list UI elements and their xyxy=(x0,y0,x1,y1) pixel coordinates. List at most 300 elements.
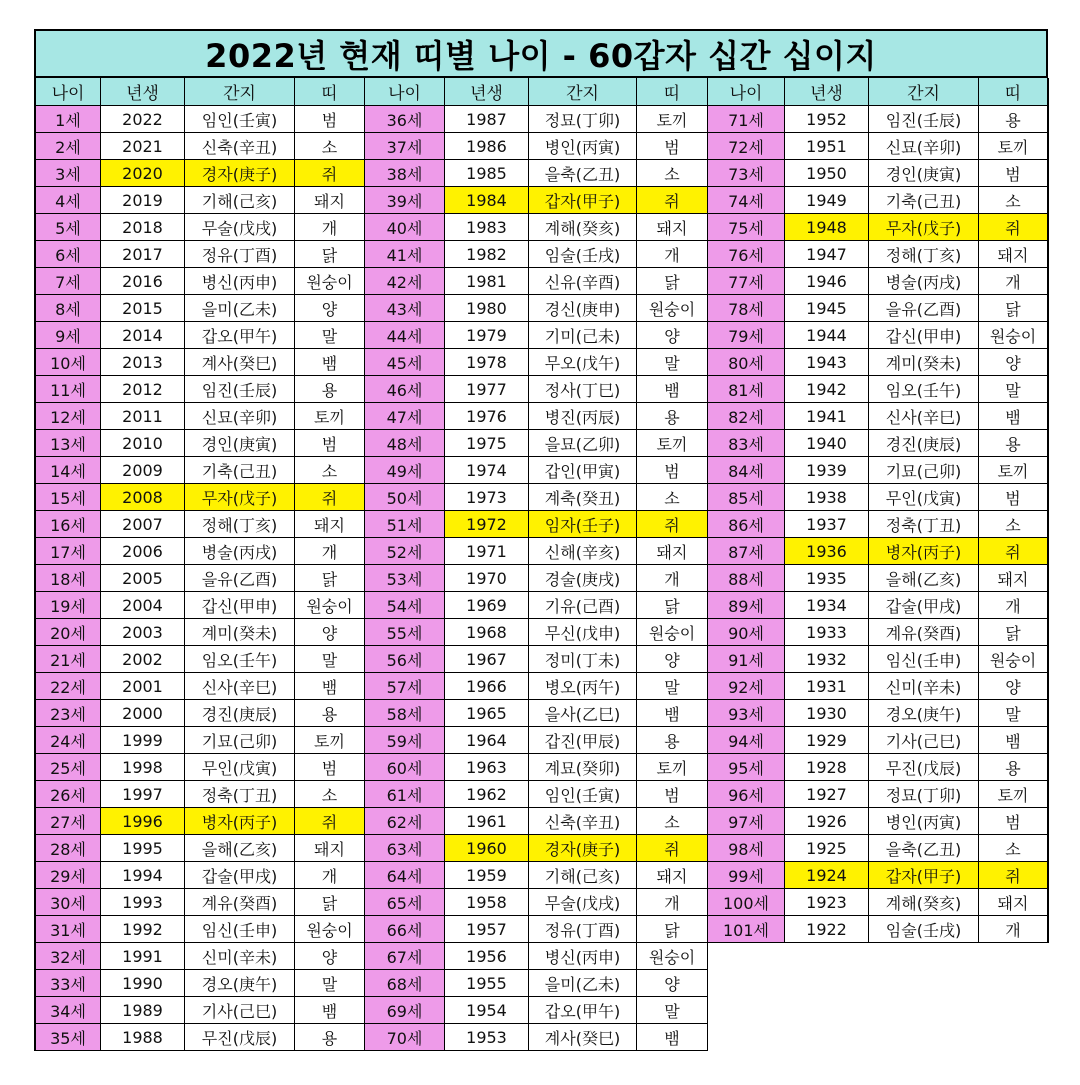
cell-ganji: 계축(癸丑) xyxy=(529,484,637,511)
cell-zodiac: 뱀 xyxy=(295,349,365,376)
cell-ganji: 정축(丁丑) xyxy=(185,781,295,808)
cell-age: 72세 xyxy=(708,133,785,160)
cell-zodiac: 뱀 xyxy=(979,403,1049,430)
cell-ganji: 임인(壬寅) xyxy=(185,106,295,133)
cell-ganji: 갑오(甲午) xyxy=(529,997,637,1024)
cell-zodiac: 용 xyxy=(295,700,365,727)
cell-zodiac: 토끼 xyxy=(979,133,1049,160)
cell-ganji: 정사(丁巳) xyxy=(529,376,637,403)
cell-zodiac: 양 xyxy=(979,349,1049,376)
cell-age: 11세 xyxy=(34,376,101,403)
cell-age: 68세 xyxy=(365,970,445,997)
cell-zodiac: 쥐 xyxy=(637,511,708,538)
cell-zodiac: 닭 xyxy=(295,565,365,592)
cell-birth-year: 1944 xyxy=(785,322,869,349)
cell-birth-year: 2013 xyxy=(101,349,185,376)
header-age: 나이 xyxy=(708,78,785,106)
cell-ganji: 신묘(辛卯) xyxy=(869,133,979,160)
cell-age: 9세 xyxy=(34,322,101,349)
cell-birth-year: 2008 xyxy=(101,484,185,511)
cell-birth-year: 1975 xyxy=(445,430,529,457)
cell-ganji: 무신(戊申) xyxy=(529,619,637,646)
cell-birth-year: 1956 xyxy=(445,943,529,970)
cell-birth-year: 1942 xyxy=(785,376,869,403)
cell-birth-year: 2005 xyxy=(101,565,185,592)
cell-zodiac: 닭 xyxy=(295,889,365,916)
cell-age: 97세 xyxy=(708,808,785,835)
cell-zodiac: 소 xyxy=(979,187,1049,214)
cell-ganji: 정해(丁亥) xyxy=(185,511,295,538)
cell-ganji: 정유(丁酉) xyxy=(529,916,637,943)
cell-age: 90세 xyxy=(708,619,785,646)
cell-birth-year: 1926 xyxy=(785,808,869,835)
cell-ganji: 경술(庚戌) xyxy=(529,565,637,592)
cell-zodiac: 뱀 xyxy=(295,997,365,1024)
cell-age: 37세 xyxy=(365,133,445,160)
header-birth-year: 년생 xyxy=(101,78,185,106)
cell-ganji: 임진(壬辰) xyxy=(869,106,979,133)
cell-birth-year: 1963 xyxy=(445,754,529,781)
cell-age: 52세 xyxy=(365,538,445,565)
cell-birth-year: 1927 xyxy=(785,781,869,808)
cell-birth-year: 1990 xyxy=(101,970,185,997)
cell-ganji: 기해(己亥) xyxy=(185,187,295,214)
cell-ganji: 무자(戊子) xyxy=(185,484,295,511)
cell-age: 16세 xyxy=(34,511,101,538)
cell-ganji: 갑진(甲辰) xyxy=(529,727,637,754)
cell-ganji: 기묘(己卯) xyxy=(869,457,979,484)
cell-birth-year: 1950 xyxy=(785,160,869,187)
cell-birth-year: 1925 xyxy=(785,835,869,862)
header-age: 나이 xyxy=(365,78,445,106)
cell-ganji: 계사(癸巳) xyxy=(529,1024,637,1051)
cell-zodiac: 토끼 xyxy=(637,106,708,133)
cell-birth-year: 2003 xyxy=(101,619,185,646)
cell-ganji: 경진(庚辰) xyxy=(869,430,979,457)
cell-age: 41세 xyxy=(365,241,445,268)
cell-zodiac: 용 xyxy=(979,106,1049,133)
cell-zodiac: 닭 xyxy=(295,241,365,268)
cell-zodiac: 개 xyxy=(295,538,365,565)
cell-birth-year: 1957 xyxy=(445,916,529,943)
header-ganji: 간지 xyxy=(529,78,637,106)
cell-ganji: 병신(丙申) xyxy=(185,268,295,295)
cell-birth-year: 2009 xyxy=(101,457,185,484)
cell-age: 74세 xyxy=(708,187,785,214)
cell-birth-year: 1955 xyxy=(445,970,529,997)
cell-ganji: 갑술(甲戌) xyxy=(185,862,295,889)
cell-age: 48세 xyxy=(365,430,445,457)
cell-birth-year: 2021 xyxy=(101,133,185,160)
cell-ganji: 을사(乙巳) xyxy=(529,700,637,727)
cell-age: 44세 xyxy=(365,322,445,349)
cell-ganji: 신미(辛未) xyxy=(185,943,295,970)
cell-ganji: 계유(癸酉) xyxy=(185,889,295,916)
cell-ganji: 임오(壬午) xyxy=(185,646,295,673)
cell-ganji: 병오(丙午) xyxy=(529,673,637,700)
cell-ganji: 신축(辛丑) xyxy=(529,808,637,835)
cell-age: 69세 xyxy=(365,997,445,1024)
cell-birth-year: 1962 xyxy=(445,781,529,808)
cell-birth-year: 1989 xyxy=(101,997,185,1024)
cell-ganji: 계묘(癸卯) xyxy=(529,754,637,781)
cell-birth-year: 1995 xyxy=(101,835,185,862)
cell-zodiac: 범 xyxy=(979,484,1049,511)
cell-zodiac: 토끼 xyxy=(295,727,365,754)
cell-ganji: 을유(乙酉) xyxy=(869,295,979,322)
cell-age: 73세 xyxy=(708,160,785,187)
cell-age: 89세 xyxy=(708,592,785,619)
cell-ganji: 무인(戊寅) xyxy=(869,484,979,511)
cell-birth-year: 1923 xyxy=(785,889,869,916)
header-zodiac: 띠 xyxy=(295,78,365,106)
cell-zodiac: 소 xyxy=(979,511,1049,538)
cell-zodiac: 개 xyxy=(979,268,1049,295)
cell-zodiac: 소 xyxy=(637,808,708,835)
cell-zodiac: 개 xyxy=(637,889,708,916)
cell-birth-year: 2004 xyxy=(101,592,185,619)
cell-zodiac: 범 xyxy=(637,457,708,484)
cell-birth-year: 1948 xyxy=(785,214,869,241)
cell-birth-year: 1951 xyxy=(785,133,869,160)
cell-birth-year: 1977 xyxy=(445,376,529,403)
cell-age: 47세 xyxy=(365,403,445,430)
cell-ganji: 갑신(甲申) xyxy=(869,322,979,349)
cell-ganji: 계사(癸巳) xyxy=(185,349,295,376)
cell-birth-year: 1985 xyxy=(445,160,529,187)
cell-age: 83세 xyxy=(708,430,785,457)
cell-birth-year: 2000 xyxy=(101,700,185,727)
cell-age: 28세 xyxy=(34,835,101,862)
cell-ganji: 정축(丁丑) xyxy=(869,511,979,538)
cell-zodiac: 원숭이 xyxy=(979,322,1049,349)
cell-age: 43세 xyxy=(365,295,445,322)
cell-zodiac: 쥐 xyxy=(295,484,365,511)
page-title: 2022년 현재 띠별 나이 - 60갑자 십간 십이지 xyxy=(34,29,1048,78)
cell-age: 39세 xyxy=(365,187,445,214)
cell-zodiac: 뱀 xyxy=(637,700,708,727)
cell-age: 25세 xyxy=(34,754,101,781)
cell-ganji: 무자(戊子) xyxy=(869,214,979,241)
cell-birth-year: 2010 xyxy=(101,430,185,457)
cell-birth-year: 1970 xyxy=(445,565,529,592)
cell-ganji: 신해(辛亥) xyxy=(529,538,637,565)
cell-zodiac: 소 xyxy=(637,160,708,187)
cell-zodiac: 범 xyxy=(979,160,1049,187)
cell-age: 82세 xyxy=(708,403,785,430)
cell-birth-year: 1980 xyxy=(445,295,529,322)
cell-birth-year: 1981 xyxy=(445,268,529,295)
cell-zodiac: 양 xyxy=(637,646,708,673)
cell-ganji: 정묘(丁卯) xyxy=(529,106,637,133)
cell-zodiac: 돼지 xyxy=(295,835,365,862)
cell-birth-year: 1973 xyxy=(445,484,529,511)
cell-birth-year: 1971 xyxy=(445,538,529,565)
header-ganji: 간지 xyxy=(185,78,295,106)
cell-age: 10세 xyxy=(34,349,101,376)
cell-birth-year: 1943 xyxy=(785,349,869,376)
cell-zodiac: 말 xyxy=(979,700,1049,727)
cell-birth-year: 2011 xyxy=(101,403,185,430)
cell-ganji: 계해(癸亥) xyxy=(529,214,637,241)
cell-ganji: 무오(戊午) xyxy=(529,349,637,376)
cell-birth-year: 2012 xyxy=(101,376,185,403)
cell-ganji: 을묘(乙卯) xyxy=(529,430,637,457)
cell-zodiac: 말 xyxy=(637,673,708,700)
cell-birth-year: 1983 xyxy=(445,214,529,241)
cell-age: 4세 xyxy=(34,187,101,214)
cell-zodiac: 개 xyxy=(637,565,708,592)
cell-zodiac: 소 xyxy=(979,835,1049,862)
cell-age: 3세 xyxy=(34,160,101,187)
cell-zodiac: 원숭이 xyxy=(295,592,365,619)
cell-age: 35세 xyxy=(34,1024,101,1051)
cell-zodiac: 범 xyxy=(979,808,1049,835)
cell-zodiac: 뱀 xyxy=(295,673,365,700)
cell-ganji: 신미(辛未) xyxy=(869,673,979,700)
cell-zodiac: 개 xyxy=(295,862,365,889)
cell-ganji: 경자(庚子) xyxy=(185,160,295,187)
cell-ganji: 임자(壬子) xyxy=(529,511,637,538)
cell-age: 54세 xyxy=(365,592,445,619)
cell-birth-year: 1965 xyxy=(445,700,529,727)
cell-zodiac: 돼지 xyxy=(979,241,1049,268)
cell-birth-year: 1934 xyxy=(785,592,869,619)
cell-zodiac: 말 xyxy=(295,646,365,673)
cell-ganji: 계미(癸未) xyxy=(185,619,295,646)
cell-zodiac: 말 xyxy=(295,970,365,997)
cell-age: 53세 xyxy=(365,565,445,592)
cell-birth-year: 1972 xyxy=(445,511,529,538)
cell-ganji: 기해(己亥) xyxy=(529,862,637,889)
cell-ganji: 신축(辛丑) xyxy=(185,133,295,160)
cell-birth-year: 1969 xyxy=(445,592,529,619)
cell-birth-year: 2016 xyxy=(101,268,185,295)
cell-age: 101세 xyxy=(708,916,785,943)
cell-age: 76세 xyxy=(708,241,785,268)
cell-age: 36세 xyxy=(365,106,445,133)
cell-ganji: 무술(戊戌) xyxy=(185,214,295,241)
cell-ganji: 무술(戊戌) xyxy=(529,889,637,916)
cell-ganji: 갑신(甲申) xyxy=(185,592,295,619)
cell-ganji: 을해(乙亥) xyxy=(869,565,979,592)
cell-birth-year: 1935 xyxy=(785,565,869,592)
cell-age: 63세 xyxy=(365,835,445,862)
cell-ganji: 경오(庚午) xyxy=(869,700,979,727)
cell-zodiac: 범 xyxy=(637,781,708,808)
cell-age: 99세 xyxy=(708,862,785,889)
cell-ganji: 경진(庚辰) xyxy=(185,700,295,727)
cell-zodiac: 원숭이 xyxy=(637,619,708,646)
cell-zodiac: 토끼 xyxy=(637,430,708,457)
cell-zodiac: 토끼 xyxy=(295,403,365,430)
cell-age: 17세 xyxy=(34,538,101,565)
cell-birth-year: 1991 xyxy=(101,943,185,970)
cell-zodiac: 원숭이 xyxy=(637,943,708,970)
cell-age: 46세 xyxy=(365,376,445,403)
cell-zodiac: 개 xyxy=(979,916,1049,943)
cell-birth-year: 1947 xyxy=(785,241,869,268)
cell-zodiac: 닭 xyxy=(637,268,708,295)
cell-birth-year: 1924 xyxy=(785,862,869,889)
cell-ganji: 기유(己酉) xyxy=(529,592,637,619)
cell-birth-year: 1994 xyxy=(101,862,185,889)
cell-age: 51세 xyxy=(365,511,445,538)
cell-zodiac: 범 xyxy=(295,754,365,781)
cell-birth-year: 1960 xyxy=(445,835,529,862)
cell-ganji: 기미(己未) xyxy=(529,322,637,349)
cell-zodiac: 양 xyxy=(295,943,365,970)
cell-zodiac: 범 xyxy=(295,430,365,457)
cell-ganji: 병진(丙辰) xyxy=(529,403,637,430)
cell-zodiac: 닭 xyxy=(637,916,708,943)
cell-birth-year: 1953 xyxy=(445,1024,529,1051)
cell-age: 34세 xyxy=(34,997,101,1024)
cell-age: 50세 xyxy=(365,484,445,511)
cell-birth-year: 1928 xyxy=(785,754,869,781)
cell-age: 84세 xyxy=(708,457,785,484)
cell-age: 29세 xyxy=(34,862,101,889)
cell-age: 13세 xyxy=(34,430,101,457)
cell-age: 1세 xyxy=(34,106,101,133)
cell-birth-year: 1922 xyxy=(785,916,869,943)
cell-birth-year: 1997 xyxy=(101,781,185,808)
cell-ganji: 신묘(辛卯) xyxy=(185,403,295,430)
cell-age: 58세 xyxy=(365,700,445,727)
cell-zodiac: 쥐 xyxy=(295,160,365,187)
cell-zodiac: 용 xyxy=(295,1024,365,1051)
cell-birth-year: 1998 xyxy=(101,754,185,781)
cell-birth-year: 1949 xyxy=(785,187,869,214)
cell-zodiac: 쥐 xyxy=(637,187,708,214)
cell-ganji: 갑인(甲寅) xyxy=(529,457,637,484)
cell-ganji: 기사(己巳) xyxy=(869,727,979,754)
header-ganji: 간지 xyxy=(869,78,979,106)
cell-zodiac: 쥐 xyxy=(979,538,1049,565)
cell-age: 93세 xyxy=(708,700,785,727)
cell-age: 5세 xyxy=(34,214,101,241)
cell-age: 23세 xyxy=(34,700,101,727)
cell-birth-year: 1940 xyxy=(785,430,869,457)
cell-birth-year: 1976 xyxy=(445,403,529,430)
cell-age: 95세 xyxy=(708,754,785,781)
cell-ganji: 정유(丁酉) xyxy=(185,241,295,268)
cell-age: 100세 xyxy=(708,889,785,916)
cell-ganji: 임신(壬申) xyxy=(869,646,979,673)
cell-ganji: 기축(己丑) xyxy=(185,457,295,484)
cell-birth-year: 1952 xyxy=(785,106,869,133)
cell-ganji: 을미(乙未) xyxy=(185,295,295,322)
cell-birth-year: 1929 xyxy=(785,727,869,754)
cell-age: 38세 xyxy=(365,160,445,187)
cell-birth-year: 1986 xyxy=(445,133,529,160)
cell-age: 81세 xyxy=(708,376,785,403)
cell-birth-year: 1945 xyxy=(785,295,869,322)
cell-age: 18세 xyxy=(34,565,101,592)
cell-age: 12세 xyxy=(34,403,101,430)
cell-ganji: 을축(乙丑) xyxy=(869,835,979,862)
cell-birth-year: 1974 xyxy=(445,457,529,484)
cell-age: 26세 xyxy=(34,781,101,808)
cell-age: 77세 xyxy=(708,268,785,295)
cell-ganji: 병신(丙申) xyxy=(529,943,637,970)
cell-ganji: 신사(辛巳) xyxy=(869,403,979,430)
cell-birth-year: 1959 xyxy=(445,862,529,889)
cell-zodiac: 닭 xyxy=(979,619,1049,646)
cell-ganji: 을유(乙酉) xyxy=(185,565,295,592)
cell-birth-year: 1939 xyxy=(785,457,869,484)
cell-ganji: 병자(丙子) xyxy=(869,538,979,565)
cell-age: 19세 xyxy=(34,592,101,619)
cell-age: 78세 xyxy=(708,295,785,322)
cell-ganji: 기묘(己卯) xyxy=(185,727,295,754)
cell-birth-year: 2022 xyxy=(101,106,185,133)
cell-birth-year: 1967 xyxy=(445,646,529,673)
cell-birth-year: 1930 xyxy=(785,700,869,727)
cell-birth-year: 1968 xyxy=(445,619,529,646)
cell-ganji: 경신(庚申) xyxy=(529,295,637,322)
cell-ganji: 경인(庚寅) xyxy=(869,160,979,187)
cell-birth-year: 1941 xyxy=(785,403,869,430)
cell-birth-year: 2019 xyxy=(101,187,185,214)
cell-ganji: 정미(丁未) xyxy=(529,646,637,673)
cell-age: 62세 xyxy=(365,808,445,835)
cell-age: 75세 xyxy=(708,214,785,241)
cell-zodiac: 소 xyxy=(295,457,365,484)
cell-age: 80세 xyxy=(708,349,785,376)
cell-age: 98세 xyxy=(708,835,785,862)
cell-zodiac: 원숭이 xyxy=(295,916,365,943)
cell-zodiac: 개 xyxy=(637,241,708,268)
cell-zodiac: 돼지 xyxy=(295,511,365,538)
cell-ganji: 병술(丙戌) xyxy=(185,538,295,565)
cell-birth-year: 1984 xyxy=(445,187,529,214)
cell-birth-year: 1979 xyxy=(445,322,529,349)
cell-age: 64세 xyxy=(365,862,445,889)
cell-age: 88세 xyxy=(708,565,785,592)
cell-birth-year: 1961 xyxy=(445,808,529,835)
cell-zodiac: 원숭이 xyxy=(979,646,1049,673)
header-birth-year: 년생 xyxy=(785,78,869,106)
cell-zodiac: 쥐 xyxy=(979,214,1049,241)
cell-zodiac: 뱀 xyxy=(637,376,708,403)
cell-birth-year: 1936 xyxy=(785,538,869,565)
cell-birth-year: 2002 xyxy=(101,646,185,673)
cell-birth-year: 2017 xyxy=(101,241,185,268)
cell-ganji: 계해(癸亥) xyxy=(869,889,979,916)
cell-ganji: 기사(己巳) xyxy=(185,997,295,1024)
cell-age: 33세 xyxy=(34,970,101,997)
cell-age: 57세 xyxy=(365,673,445,700)
cell-age: 55세 xyxy=(365,619,445,646)
cell-age: 20세 xyxy=(34,619,101,646)
cell-birth-year: 1933 xyxy=(785,619,869,646)
cell-age: 40세 xyxy=(365,214,445,241)
cell-ganji: 을해(乙亥) xyxy=(185,835,295,862)
cell-birth-year: 1931 xyxy=(785,673,869,700)
cell-zodiac: 쥐 xyxy=(637,835,708,862)
cell-zodiac: 말 xyxy=(637,349,708,376)
cell-zodiac: 돼지 xyxy=(295,187,365,214)
cell-zodiac: 말 xyxy=(979,376,1049,403)
cell-ganji: 정묘(丁卯) xyxy=(869,781,979,808)
cell-birth-year: 1988 xyxy=(101,1024,185,1051)
cell-age: 31세 xyxy=(34,916,101,943)
cell-zodiac: 뱀 xyxy=(979,727,1049,754)
header-birth-year: 년생 xyxy=(445,78,529,106)
cell-ganji: 경인(庚寅) xyxy=(185,430,295,457)
cell-ganji: 병인(丙寅) xyxy=(869,808,979,835)
